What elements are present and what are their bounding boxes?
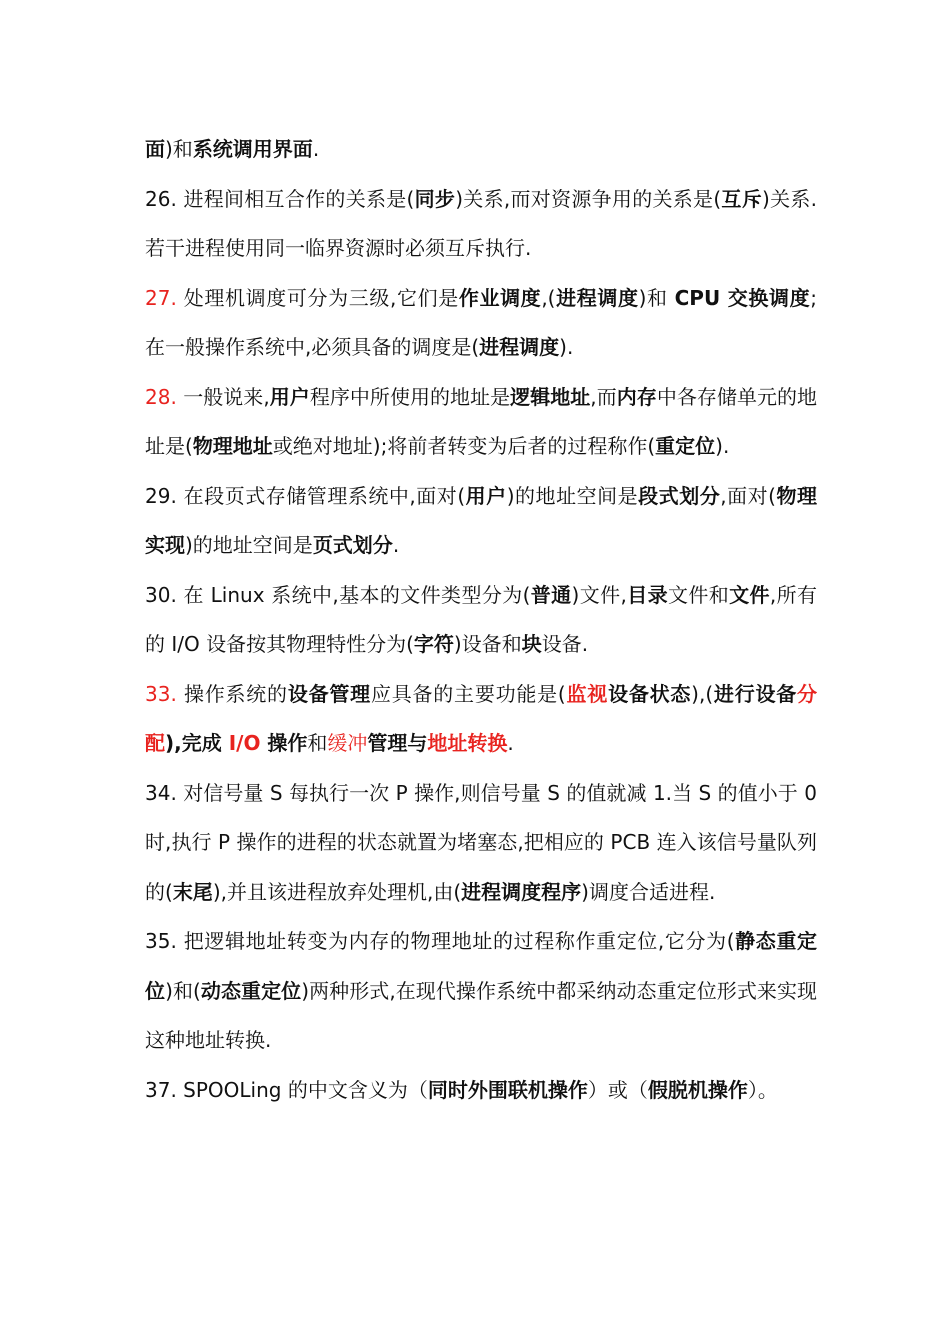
text-run: 地址转换: [427, 731, 508, 755]
text-run: 37. SPOOLing 的中文含义为（: [145, 1077, 428, 1102]
text-run: 28.: [145, 384, 177, 409]
text-run: 互斥: [721, 186, 762, 211]
text-run: ,所有的 I/O 设备按其物理特性分为(: [145, 582, 818, 656]
text-run: 普通: [530, 582, 572, 607]
text-run: 进程调度: [479, 335, 560, 359]
text-run: 同步: [414, 186, 456, 211]
paragraph-q28: [145, 373, 817, 472]
text-run: )两种形式,在现代操作系统中都采纳动态重定位形式来实现这种地址转换.: [145, 978, 818, 1052]
text-run: 30. 在 Linux 系统中,基本的文件类型分为(: [145, 582, 531, 607]
text-run: 操作系统的: [176, 681, 288, 706]
paragraph-q35: [145, 917, 817, 1066]
text-run: )关系,而对资源争用的关系是(: [455, 186, 722, 211]
text-run: )的地址空间是: [185, 533, 313, 557]
text-run: )和: [165, 137, 193, 161]
text-run: 进行设备: [713, 681, 798, 706]
text-run: 27.: [145, 285, 177, 310]
text-run: 35. 把逻辑地址转变为内存的物理地址的过程称作重定位,它分为(: [145, 929, 735, 953]
text-run: .: [507, 731, 514, 755]
text-run: 末尾: [172, 879, 213, 904]
text-run: ,面对(: [720, 483, 776, 508]
text-run: 假脱机操作: [647, 1077, 748, 1102]
text-run: 目录: [626, 582, 668, 607]
text-run: 用户: [269, 384, 310, 409]
document-body: [145, 125, 817, 1115]
text-run: 重定位: [655, 434, 716, 458]
text-run: 动态重定位: [200, 978, 302, 1003]
text-run: 34. 对信号量 S 每执行一次 P 操作,则信号量 S 的值就减 1.当 S 的值小于 0 时,执行 P 操作的进程的状态就置为堵塞态,把相应的 PCB 连入该信号量队列的(: [145, 780, 817, 904]
text-run: 字符: [413, 632, 454, 656]
paragraph-q37: [145, 1066, 817, 1116]
text-run: .: [392, 533, 400, 557]
text-run: 监视: [565, 681, 609, 706]
text-run: 页式划分: [312, 533, 393, 557]
paragraph-q33: [145, 670, 817, 769]
text-run: 面: [145, 137, 165, 161]
text-run: )文件,: [571, 582, 627, 607]
text-run: 进程调度: [555, 285, 639, 310]
text-run: CPU 交换调度: [674, 285, 811, 310]
text-run: )的地址空间是: [506, 483, 639, 508]
text-run: 逻辑地址: [510, 384, 591, 409]
text-run: )设备和: [453, 632, 522, 656]
text-run: 用户: [465, 483, 507, 508]
text-run: 同时外围联机操作: [427, 1077, 588, 1102]
text-run: 缓冲: [327, 731, 368, 755]
text-run: 设备.: [541, 632, 589, 656]
text-run: .: [312, 137, 320, 161]
text-run: 作业调度: [458, 285, 542, 310]
text-run: 文件: [729, 582, 770, 607]
text-run: 或绝对地址);将前者转变为后者的过程称作(: [272, 434, 656, 458]
text-run: 一般说来,: [176, 384, 270, 409]
text-run: 操作: [260, 731, 308, 755]
paragraph-q29: [145, 472, 817, 571]
text-run: ）或（: [587, 1077, 648, 1102]
text-run: ,而: [590, 384, 617, 409]
text-run: 分配: [145, 681, 818, 755]
paragraph-cont: [145, 125, 817, 175]
text-run: 29. 在段页式存储管理系统中,面对(: [145, 483, 466, 508]
text-run: ),并且该进程放弃处理机,由(: [212, 879, 462, 904]
text-run: )和: [638, 285, 675, 310]
text-run: 物理地址: [192, 434, 273, 458]
text-run: )和(: [165, 978, 201, 1003]
text-run: 物理实现: [145, 483, 818, 557]
text-run: ).: [559, 335, 574, 359]
text-run: ),(: [691, 681, 714, 706]
text-run: ),完成: [165, 731, 229, 755]
text-run: 内存: [616, 384, 657, 409]
text-run: 系统调用界面: [192, 137, 313, 161]
text-run: 和: [307, 731, 328, 755]
text-run: 设备管理: [287, 681, 371, 706]
text-run: ).: [715, 434, 730, 458]
text-run: 块: [521, 632, 542, 656]
text-run: 段式划分: [638, 483, 721, 508]
text-run: ）。: [747, 1077, 778, 1102]
paragraph-q30: [145, 571, 817, 670]
text-run: I/O: [228, 731, 261, 755]
text-run: )关系.若干进程使用同一临界资源时必须互斥执行.: [145, 186, 818, 260]
text-run: 应具备的主要功能是(: [370, 681, 566, 706]
text-run: ,(: [541, 285, 556, 310]
paragraph-q34: [145, 769, 817, 918]
text-run: )调度合适进程.: [581, 879, 716, 904]
text-run: 设备状态: [608, 681, 692, 706]
text-run: 程序中所使用的地址是: [309, 384, 511, 409]
text-run: 33.: [145, 681, 177, 706]
text-run: 文件和: [667, 582, 730, 607]
text-run: 静态重定位: [145, 929, 818, 1003]
text-run: 26. 进程间相互合作的关系是(: [145, 186, 415, 211]
text-run: ;在一般操作系统中,必须具备的调度是(: [145, 285, 818, 359]
text-run: 中各存储单元的地址是(: [145, 384, 818, 458]
paragraph-q27: [145, 274, 817, 373]
paragraph-q26: [145, 175, 817, 274]
text-run: 处理机调度可分为三级,它们是: [176, 285, 459, 310]
text-run: 进程调度程序: [461, 879, 582, 904]
text-run: 管理与: [367, 731, 428, 755]
